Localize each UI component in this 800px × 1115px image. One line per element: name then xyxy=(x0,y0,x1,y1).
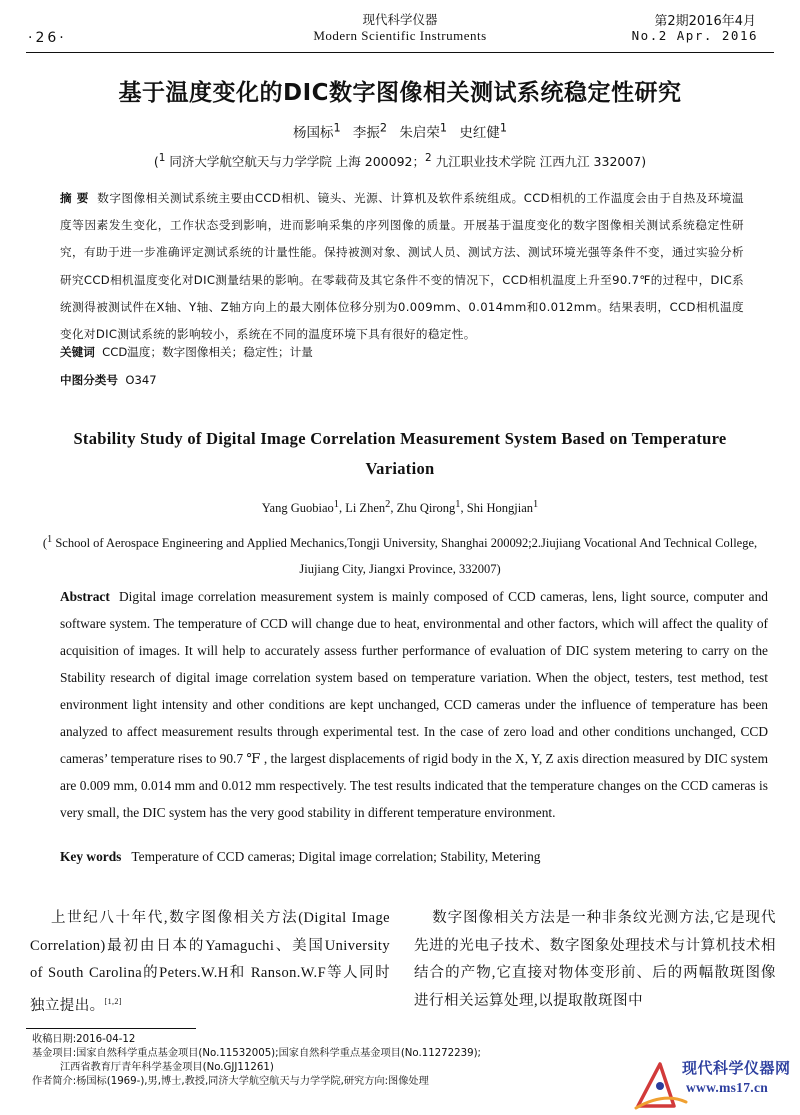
abstract-en-label: Abstract xyxy=(60,589,110,604)
affil-en-sup: 1 xyxy=(47,534,53,545)
journal-name-cn: 现代科学仪器 xyxy=(362,12,438,27)
keywords-en-label: Key words xyxy=(60,849,122,864)
abstract-en-text: Digital image correlation measurement system is mainly composed of CCD cameras, lens, light source, computer and software system. The temperature of CCD will change due to heat, environmental and other factors, which will affect the quality of acquisition of images. It will help to accurately assess further performance of evaluation of DIC system metering to carry on the Stability research of digital image correlation system based on temperature variation. When the object, testers, test method, test environment light intensity and other conditions are kept unchanged, CCD cameras under the influence of temperature has been analyzed to affect measurement results through experimental test. In the case of zero load and other conditions unchanged, CCD cameras’ temperature rises to 90.7 ℉ , the largest displacements of rigid body in the X, Y, Z axis direction measured by DIC system are 0.009 mm, 0.014 mm and 0.012 mm respectively. The test results indicated that the temperature changes on the CCD cameras is very small, the DIC system has the very good stability in different temperature environment. xyxy=(60,589,768,820)
footnote-rule xyxy=(26,1028,196,1029)
author-sup: 1 xyxy=(499,121,508,135)
affil-sup: 1 xyxy=(158,152,166,164)
author-name-en: Zhu Qirong xyxy=(396,501,456,516)
keywords-cn xyxy=(60,344,313,360)
issue-cn: 第2期2016年4月 xyxy=(654,14,756,29)
keywords-cn-text: CCD温度；数字图像相关；稳定性；计量 xyxy=(102,345,313,359)
body-column-left xyxy=(30,905,390,1020)
watermark-site-name: 现代科学仪器网 xyxy=(682,1059,791,1077)
journal-name-en: Modern Scientific Instruments xyxy=(313,28,487,43)
keywords-en-text: Temperature of CCD cameras; Digital image correlation; Stability, Metering xyxy=(131,849,541,864)
affiliations-en: ($^1$ School of Aerospace Engineering and Applied Mechanics,Tongji University, Shanghai 200092;2.Jiujiang Vocational And Technical College, Jiujiang City, Jiangxi Province, 332007) xyxy=(42,534,758,577)
keywords-cn-label: 关键词 xyxy=(60,345,95,359)
author-name: 朱启荣 xyxy=(399,125,440,141)
header-rule xyxy=(26,52,774,53)
footnote-author: 作者简介:杨国标(1969-),男,博士,教授,同济大学航空航天与力学学院,研究方向:图像处理 xyxy=(32,1076,429,1087)
clc-number xyxy=(60,372,157,388)
paper-title-en: Stability Study of Digital Image Correlation Measurement System Based on Temperature Variation xyxy=(73,429,727,478)
citation: [1,2] xyxy=(104,996,122,1006)
keywords-en xyxy=(60,849,541,865)
body-right-text: 数字图像相关方法是一种非条纹光测方法,它是现代先进的光电子技术、数字图象处理技术与计算机技术相结合的产物,它直接对物体变形前、后的两幅散斑图像进行相关运算处理,以提取散斑图中 xyxy=(414,910,776,1009)
author-sup-en: 1 xyxy=(333,499,339,510)
affil-en-text: School of Aerospace Engineering and Applied Mechanics,Tongji University, Shanghai 200092;2.Jiujiang Vocational And Technical College, Jiujiang City, Jiangxi Province, 332007) xyxy=(52,536,758,577)
clc-label: 中图分类号 xyxy=(60,373,118,387)
abstract-en xyxy=(60,583,768,826)
affiliations-cn: ($^1$ 同济大学航空航天与力学学院 上海 200092；$^2$ 九江职业技术学院 江西九江 332007) xyxy=(153,152,647,170)
affil-sup: 2 xyxy=(425,152,432,164)
affil-text: 同济大学航空航天与力学学院 上海 200092； xyxy=(165,154,425,170)
author-name-en: Li Zhen xyxy=(345,501,386,516)
author-sup: 1 xyxy=(439,121,448,135)
author-sup: 2 xyxy=(379,121,388,135)
authors-cn xyxy=(0,121,800,141)
author-sup-en: 1 xyxy=(533,499,539,510)
affil-text: 九江职业技术学院 江西九江 332007 xyxy=(431,154,642,170)
abstract-cn-text: 数字图像相关测试系统主要由CCD相机、镜头、光源、计算机及软件系统组成。CCD相机的工作温度会由于自热及环境温度等因素发生变化，工作状态受到影响，进而影响采集的序列图像的质量。开展基于温度变化的数字图像相关测试系统稳定性研究，有助于进一步准确评定测试系统的计量性能。保持被测对象、测试人员、测试方法、测试环境光强等条件不变，通过实验分析研究CCD相机温度变化对DIC测量结果的影响。在零载荷及其它条件不变的情况下，CCD相机温度上升至90.7℉的过程中，DIC系统测得被测试件在X轴、Y轴、Z轴方向上的最大刚体位移分别为0.009mm、0.014mm和0.012mm。结果表明，CCD相机温度变化对DIC测试系统的影响较小，系统在不同的温度环境下具有很好的稳定性。 xyxy=(60,191,744,342)
author-name: 史红健 xyxy=(459,125,500,141)
issue-en: No.2 Apr. 2016 xyxy=(631,28,758,43)
authors-en: Yang Guobiao$^1$, Li Zhen$^2$, Zhu Qirong$^1$, Shi Hongjian$^1$ xyxy=(261,499,539,516)
author-sup: 1 xyxy=(333,121,341,135)
author-name-en: Yang Guobiao xyxy=(261,501,334,516)
author-name-en: Shi Hongjian xyxy=(466,501,534,516)
footnote-fund-cont: 江西省教育厅青年科学基金项目(No.GJJ11261) xyxy=(60,1062,274,1073)
abstract-cn-label: 摘 要 xyxy=(60,191,89,205)
footnote-received: 收稿日期:2016-04-12 xyxy=(32,1034,136,1045)
author-sup-en: 2 xyxy=(385,499,391,510)
paper-title-cn: 基于温度变化的DIC数字图像相关测试系统稳定性研究 xyxy=(118,80,682,106)
abstract-cn xyxy=(60,185,744,348)
author-name: 李振 xyxy=(352,125,380,141)
page-number: ·26· xyxy=(28,30,67,46)
author-sup-en: 1 xyxy=(455,499,461,510)
author-name: 杨国标 xyxy=(292,125,334,141)
clc-value: O347 xyxy=(125,373,157,387)
watermark-url: www.ms17.cn xyxy=(686,1080,769,1095)
body-column-right xyxy=(414,905,776,1015)
body-left-text: 上世纪八十年代,数字图像相关方法(Digital Image Correlation)最初由日本的Yamaguchi、美国University of South Carolina的Peters.W.H和 Ranson.W.F等人同时独立提出。 xyxy=(30,910,391,1014)
footnote-fund: 基金项目:国家自然科学重点基金项目(No.11532005);国家自然科学重点基金项目(No.11272239); xyxy=(32,1048,481,1059)
